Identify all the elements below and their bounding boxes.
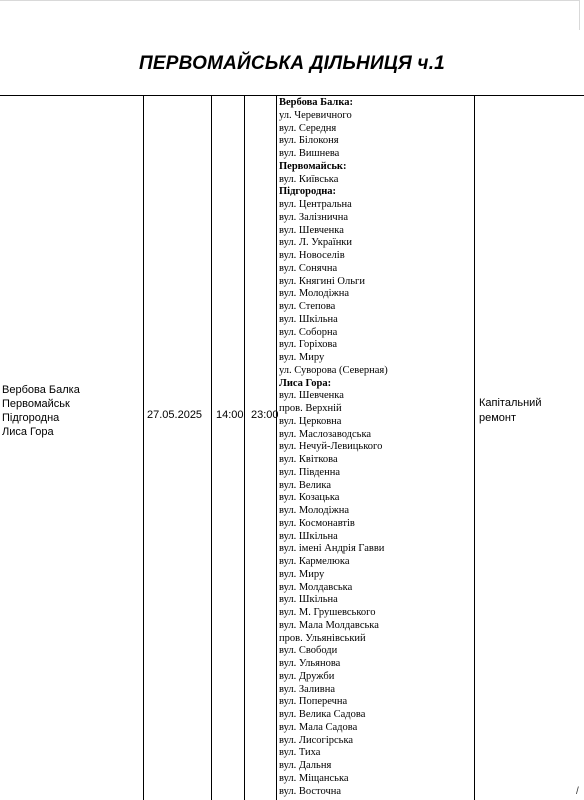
street-item: вул. Міщанська bbox=[279, 772, 349, 784]
street-item: вул. Мала Садова bbox=[279, 721, 358, 733]
page-right-border bbox=[579, 0, 580, 30]
street-item: вул. Шкільна bbox=[279, 594, 338, 606]
street-item: вул. Горіхова bbox=[279, 339, 338, 351]
settlement-name: Лиса Гора bbox=[2, 426, 54, 438]
street-item: вул. Велика bbox=[279, 479, 332, 491]
street-item: пров. Верхній bbox=[279, 403, 342, 414]
reason-line: Капітальний bbox=[479, 397, 542, 409]
settlement-heading: Лиса Гора: bbox=[279, 377, 332, 389]
street-item: вул. Центральна bbox=[279, 199, 352, 210]
settlement-name: Вербова Балка bbox=[2, 384, 80, 396]
street-item: вул. Залізнична bbox=[279, 211, 348, 223]
street-item: вул. Миру bbox=[279, 352, 325, 363]
page-top-border bbox=[0, 0, 580, 1]
street-item: вул. Маслозаводська bbox=[279, 428, 372, 440]
street-item: вул. Ульянова bbox=[279, 658, 341, 669]
table-top-border bbox=[0, 95, 584, 96]
settlement-name: Підгородна bbox=[2, 412, 60, 424]
column-divider bbox=[211, 95, 212, 800]
street-item: вул. Квіткова bbox=[279, 454, 338, 465]
street-item: вул. Церковна bbox=[279, 415, 342, 427]
settlement-heading: Первомайськ: bbox=[279, 160, 347, 172]
street-item: вул. Козацька bbox=[279, 492, 340, 504]
street-item: вул. Дальня bbox=[279, 760, 332, 771]
street-item: вул. Шевченка bbox=[279, 390, 344, 402]
street-item: вул. Заливна bbox=[279, 683, 335, 695]
column-divider bbox=[276, 95, 277, 800]
end-time-cell: 23:00 bbox=[251, 409, 279, 421]
street-item: вул. Космонавтів bbox=[279, 517, 355, 529]
street-item: вул. Південна bbox=[279, 466, 340, 478]
street-item: вул. Молдавська bbox=[279, 581, 353, 593]
settlements-cell bbox=[2, 383, 80, 439]
street-item: вул. Дружби bbox=[279, 670, 335, 682]
date-cell: 27.05.2025 bbox=[147, 409, 203, 421]
column-divider bbox=[244, 95, 245, 800]
street-item: вул. Шкільна bbox=[279, 313, 338, 325]
start-time-cell: 14:00 bbox=[216, 409, 244, 421]
street-item: вул. імені Андрія Гавви bbox=[279, 543, 385, 555]
street-item: вул. Нечуй-Левицького bbox=[279, 441, 383, 453]
street-item: вул. Поперечна bbox=[279, 696, 348, 708]
street-item: вул. Л. Українки bbox=[279, 237, 353, 249]
street-item: ул. Черевичного bbox=[279, 109, 352, 121]
address-list bbox=[279, 97, 388, 798]
column-divider bbox=[474, 95, 475, 800]
page-title: ПЕРВОМАЙСЬКА ДІЛЬНИЦЯ ч.1 bbox=[139, 53, 445, 74]
street-item: вул. Лисогірська bbox=[279, 734, 354, 746]
street-item: вул. Вишнева bbox=[279, 148, 340, 159]
street-item: вул. Степова bbox=[279, 301, 336, 312]
street-item: вул. Молодіжна bbox=[279, 288, 350, 300]
street-item: вул. Новоселів bbox=[279, 250, 345, 261]
reason-cell bbox=[479, 396, 541, 426]
street-item: вул. Шкільна bbox=[279, 530, 338, 542]
street-item: вул. Київська bbox=[279, 173, 339, 185]
column-divider bbox=[143, 95, 144, 800]
street-item: пров. Ульянівський bbox=[279, 632, 366, 644]
street-item: вул. Княгині Ольги bbox=[279, 275, 365, 287]
street-item: вул. Велика Садова bbox=[279, 709, 366, 720]
street-item: вул. Тиха bbox=[279, 747, 321, 759]
street-item: вул. Миру bbox=[279, 568, 325, 580]
reason-line: ремонт bbox=[479, 412, 517, 424]
page-edge-mark: / bbox=[576, 786, 579, 797]
street-item: вул. Соборна bbox=[279, 326, 338, 338]
street-item: вул. М. Грушевського bbox=[279, 607, 376, 618]
street-item: вул. Кармелюка bbox=[279, 556, 350, 567]
street-item: вул. Свободи bbox=[279, 645, 338, 657]
street-item: ул. Суворова (Северная) bbox=[279, 364, 388, 376]
street-item: вул. Середня bbox=[279, 122, 337, 134]
settlement-name: Первомайськ bbox=[2, 398, 70, 410]
street-item: вул. Восточна bbox=[279, 785, 342, 797]
street-item: вул. Шевченка bbox=[279, 224, 344, 236]
street-item: вул. Молодіжна bbox=[279, 505, 350, 516]
street-item: вул. Мала Молдавська bbox=[279, 619, 379, 631]
street-item: вул. Сонячна bbox=[279, 262, 338, 274]
street-item: вул. Білоконя bbox=[279, 135, 339, 147]
settlement-heading: Підгородна: bbox=[279, 186, 337, 198]
settlement-heading: Вербова Балка: bbox=[279, 97, 353, 108]
